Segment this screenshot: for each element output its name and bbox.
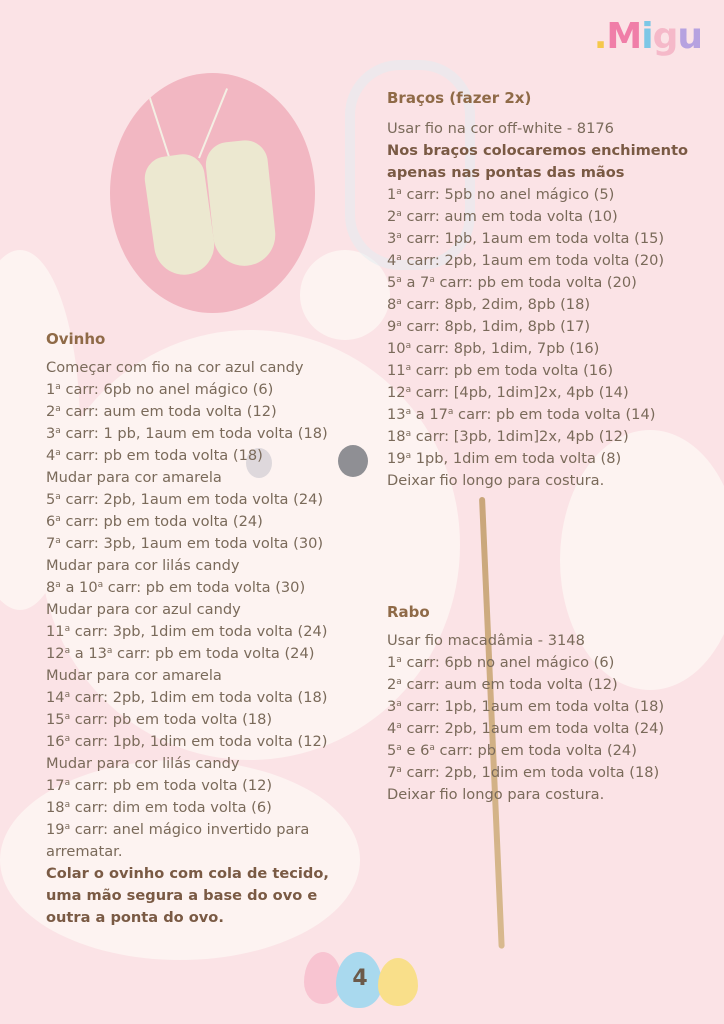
instruction-line: 19$^a$ 1pb, 1dim em toda volta (8): [387, 450, 622, 467]
instruction-line: Usar fio na cor off-white - 8176: [387, 120, 614, 137]
instruction-line: arrematar.: [46, 843, 123, 860]
instruction-line: outra a ponta do ovo.: [46, 909, 224, 926]
instruction-line: uma mão segura a base do ovo e: [46, 887, 318, 904]
instruction-line: Deixar fio longo para costura.: [387, 786, 605, 803]
instruction-line: Mudar para cor azul candy: [46, 601, 241, 618]
instruction-line: Deixar fio longo para costura.: [387, 472, 605, 489]
instruction-line: 3$^a$ carr: 1 pb, 1aum em toda volta (18): [46, 425, 328, 442]
instruction-line: Colar o ovinho com cola de tecido,: [46, 865, 329, 882]
rabo-instructions: [387, 630, 664, 806]
logo-letter: u: [677, 16, 702, 57]
instruction-line: 18$^a$ carr: [3pb, 1dim]2x, 4pb (12): [387, 428, 629, 445]
instruction-line: 4$^a$ carr: pb em toda volta (18): [46, 447, 263, 464]
section-title-ovinho: Ovinho: [46, 330, 106, 348]
bracos-instructions: [387, 118, 688, 492]
brand-logo: [594, 16, 702, 57]
instruction-line: 5$^a$ carr: 2pb, 1aum em toda volta (24): [46, 491, 324, 508]
logo-letter: i: [641, 16, 653, 57]
instruction-line: Mudar para cor lilás candy: [46, 557, 240, 574]
instruction-line: 8$^a$ a 10$^a$ carr: pb em toda volta (30): [46, 579, 306, 596]
instruction-line: Nos braços colocaremos enchimento: [387, 142, 689, 159]
instruction-line: 10$^a$ carr: 8pb, 1dim, 7pb (16): [387, 340, 600, 357]
instruction-line: 3$^a$ carr: 1pb, 1aum em toda volta (18): [387, 698, 665, 715]
instruction-line: Usar fio macadâmia - 3148: [387, 632, 585, 649]
instruction-line: Começar com fio na cor azul candy: [46, 359, 304, 376]
instruction-line: apenas nas pontas das mãos: [387, 164, 625, 181]
instruction-line: 11$^a$ carr: 3pb, 1dim em toda volta (24): [46, 623, 328, 640]
instruction-line: 2$^a$ carr: aum em toda volta (12): [46, 403, 277, 420]
instruction-line: 14$^a$ carr: 2pb, 1dim em toda volta (18): [46, 689, 328, 706]
logo-letter: M: [606, 16, 642, 57]
instruction-line: 5$^a$ a 7$^a$ carr: pb em toda volta (20): [387, 274, 637, 291]
logo-letter: .: [593, 16, 607, 57]
instruction-line: 12$^a$ carr: [4pb, 1dim]2x, 4pb (14): [387, 384, 629, 401]
instruction-line: Mudar para cor lilás candy: [46, 755, 240, 772]
logo-letter: g: [652, 16, 678, 57]
instruction-line: 5$^a$ e 6$^a$ carr: pb em toda volta (24): [387, 742, 637, 759]
instruction-line: Mudar para cor amarela: [46, 469, 222, 486]
instruction-line: 4$^a$ carr: 2pb, 1aum em toda volta (24): [387, 720, 665, 737]
egg-yellow-decoration: [378, 958, 418, 1006]
instruction-line: 8$^a$ carr: 8pb, 2dim, 8pb (18): [387, 296, 591, 313]
bunny-eye-right: [338, 445, 368, 477]
instruction-line: 17$^a$ carr: pb em toda volta (12): [46, 777, 273, 794]
instruction-line: 6$^a$ carr: pb em toda volta (24): [46, 513, 263, 530]
instruction-line: 11$^a$ carr: pb em toda volta (16): [387, 362, 614, 379]
instruction-line: 16$^a$ carr: 1pb, 1dim em toda volta (12): [46, 733, 328, 750]
yarn-string: [148, 96, 172, 163]
instruction-line: 3$^a$ carr: 1pb, 1aum em toda volta (15): [387, 230, 665, 247]
instruction-line: Mudar para cor amarela: [46, 667, 222, 684]
instruction-line: 2$^a$ carr: aum em toda volta (10): [387, 208, 618, 225]
instruction-line: 1$^a$ carr: 6pb no anel mágico (6): [46, 381, 274, 398]
instruction-line: 9$^a$ carr: 8pb, 1dim, 8pb (17): [387, 318, 591, 335]
instruction-line: 1$^a$ carr: 6pb no anel mágico (6): [387, 654, 615, 671]
instruction-line: 1$^a$ carr: 5pb no anel mágico (5): [387, 186, 615, 203]
instruction-line: 13$^a$ a 17$^a$ carr: pb em toda volta (14): [387, 406, 656, 423]
instruction-line: 4$^a$ carr: 2pb, 1aum em toda volta (20): [387, 252, 665, 269]
instruction-line: 15$^a$ carr: pb em toda volta (18): [46, 711, 273, 728]
instruction-line: 7$^a$ carr: 2pb, 1dim em toda volta (18): [387, 764, 660, 781]
instruction-line: 2$^a$ carr: aum em toda volta (12): [387, 676, 618, 693]
instruction-line: 7$^a$ carr: 3pb, 1aum em toda volta (30): [46, 535, 324, 552]
section-title-rabo: Rabo: [387, 603, 430, 621]
crochet-arm: [204, 138, 279, 269]
arms-photo: [110, 73, 315, 313]
page-number: 4: [352, 966, 368, 991]
ovinho-instructions: [46, 357, 329, 929]
section-title-bracos: Braços (fazer 2x): [387, 89, 532, 107]
instruction-line: 18$^a$ carr: dim em toda volta (6): [46, 799, 272, 816]
instruction-line: 12$^a$ a 13$^a$ carr: pb em toda volta (24): [46, 645, 315, 662]
instruction-line: 19$^a$ carr: anel mágico invertido para: [46, 821, 310, 838]
